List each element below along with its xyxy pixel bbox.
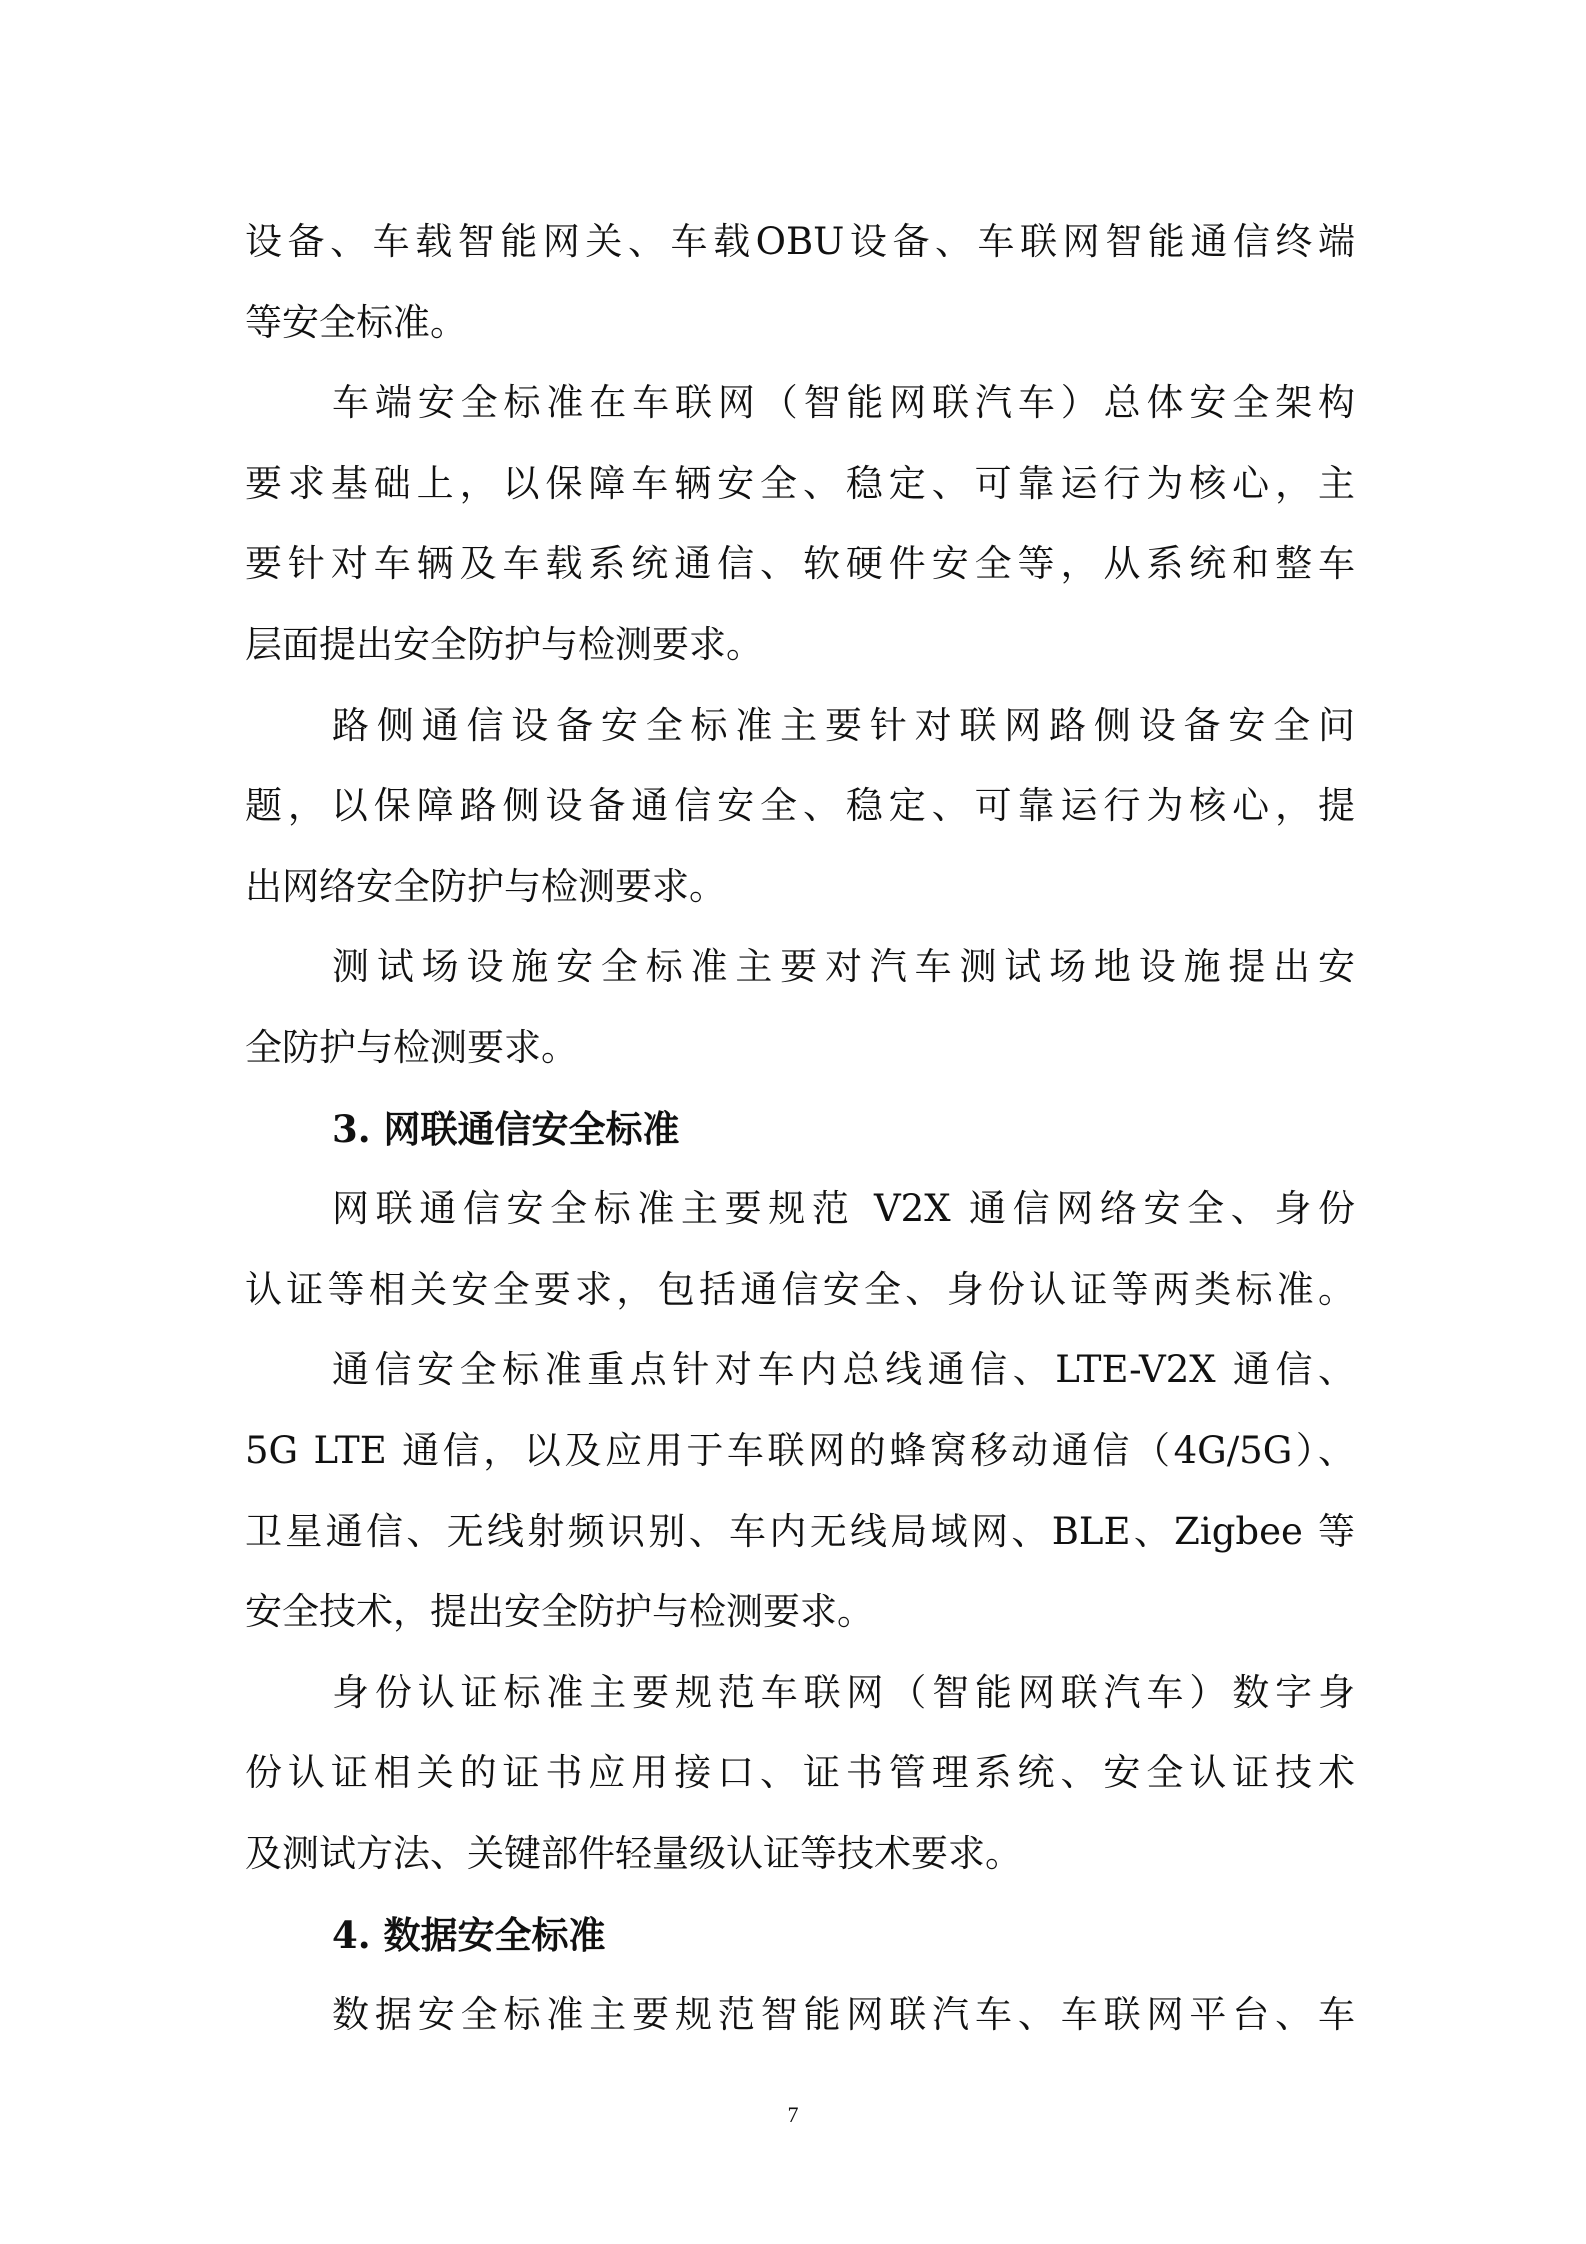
section-heading: 4. 数据安全标准	[332, 1912, 606, 1957]
text-line: 要针对车辆及车载系统通信、软硬件安全等，从系统和整车	[245, 542, 1355, 586]
text-line: 认证等相关安全要求，包括通信安全、身份认证等两类标准。	[245, 1267, 1355, 1311]
text-line: 车端安全标准在车联网（智能网联汽车）总体安全架构	[332, 381, 1355, 425]
text-line: 安全技术，提出安全防护与检测要求。	[245, 1590, 874, 1634]
text-line: 层面提出安全防护与检测要求。	[245, 623, 763, 666]
text-line: 设备、车载智能网关、车载OBU设备、车联网智能通信终端	[245, 220, 1355, 263]
page-number: 7	[787, 2102, 799, 2127]
text-line: 题，以保障路侧设备通信安全、稳定、可靠运行为核心，提	[245, 784, 1355, 828]
text-line: 身份认证标准主要规范车联网（智能网联汽车）数字身	[332, 1670, 1355, 1714]
text-line: 路侧通信设备安全标准主要针对联网路侧设备安全问	[332, 703, 1355, 747]
text-line: 全防护与检测要求。	[245, 1026, 578, 1069]
text-line: 5G LTE 通信，以及应用于车联网的蜂窝移动通信（4G/5G）、	[245, 1429, 1355, 1472]
text-line: 等安全标准。	[245, 300, 467, 344]
text-line: 出网络安全防护与检测要求。	[245, 864, 726, 908]
section-heading: 3. 网联通信安全标准	[332, 1106, 680, 1151]
text-line: 测试场设施安全标准主要对汽车测试场地设施提出安	[332, 945, 1355, 989]
text-line: 通信安全标准重点针对车内总线通信、LTE-V2X 通信、	[332, 1348, 1355, 1392]
text-line: 网联通信安全标准主要规范 V2X 通信网络安全、身份	[332, 1187, 1355, 1231]
text-line: 数据安全标准主要规范智能网联汽车、车联网平台、车	[332, 1993, 1355, 2037]
text-line: 及测试方法、关键部件轻量级认证等技术要求。	[245, 1832, 1022, 1875]
text-line: 卫星通信、无线射频识别、车内无线局域网、BLE、Zigbee 等	[245, 1509, 1355, 1553]
text-line: 份认证相关的证书应用接口、证书管理系统、安全认证技术	[245, 1751, 1355, 1795]
text-line: 要求基础上，以保障车辆安全、稳定、可靠运行为核心，主	[245, 461, 1355, 505]
